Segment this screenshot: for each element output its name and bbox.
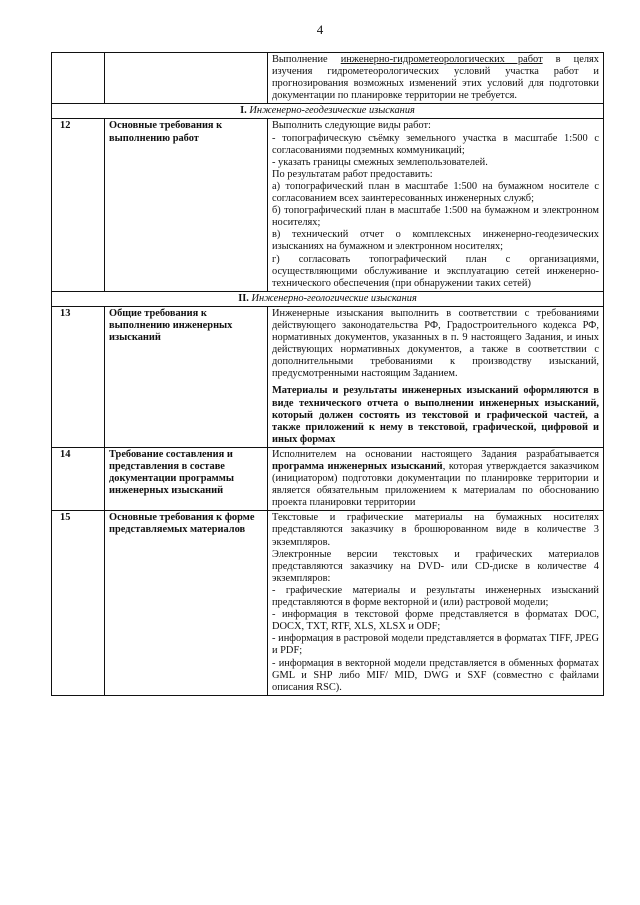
row-label: Основные требования к выполнению работ xyxy=(105,119,268,291)
table-row xyxy=(52,447,604,510)
section-header xyxy=(52,104,604,119)
row-number: 14 xyxy=(52,447,105,510)
row-number: 12 xyxy=(52,119,105,291)
row-content: Текстовые и графические материалы на бумажных носителях представляются заказчику в брошюрованном виде в количестве 3 экземпляров. Электронные версии текстовых и графических материалов представляются заказчику на DVD- или CD-диске в количестве 4 экземпляров: - графические материалы и результаты инженерных изысканий представляются в форме векторной и (или) растровой модели; - информация в текстовой форме представляется в форматах DOC, DOCX, TXT, RTF, XLS, XLSX и ODF; - информация в растровой модели представляется в форматах TIFF, JPEG и PDF; - информация в векторной модели представляется в обменных форматах GML и SHP либо MIF/ MID, DWG и SXF (совместно с файлами описания RSC). xyxy=(268,511,604,695)
row-number: 15 xyxy=(52,511,105,695)
page-number: 4 xyxy=(316,22,324,37)
section-title: Инженерно-геодезические изыскания xyxy=(249,105,415,117)
section-roman: I. xyxy=(240,105,247,117)
table-row xyxy=(52,511,604,695)
requirements-table xyxy=(51,52,604,696)
section-roman: II. xyxy=(238,292,249,304)
row-content: Исполнителем на основании настоящего Задания разрабатывается программа инженерных изысканий, которая утверждается заказчиком (инициатором) подготовки документации по планировке территории и является обязательным приложением к материалам по обоснованию проекта планировки территории xyxy=(268,447,604,510)
section-header xyxy=(52,291,604,306)
table-row xyxy=(52,306,604,447)
table-row xyxy=(52,53,604,104)
section-title: Инженерно-геологические изыскания xyxy=(251,292,417,304)
row-label: Требование составления и представления в составе документации программы инженерных изысканий xyxy=(105,447,268,510)
underlined-term: инженерно-гидрометеорологических работ xyxy=(340,54,543,65)
row-content: Выполнить следующие виды работ: - топографическую съёмку земельного участка в масштабе 1:500 с согласованиями подземных коммуникаций; - указать границы смежных землепользователей. По результатам работ предоставить: а) топографический план в масштабе 1:500 на бумажном носителе с согласованием всех заинтересованных инженерных служб; б) топографический план в масштабе 1:500 на бумажном и электронном носителях; в) технический отчет о комплексных инженерно-геодезических изысканиях на бумажном и электронном носителях; г) согласовать топографический план с организациями, осуществляющими обслуживание и эксплуатацию сетей инженерно-технического обеспечения (при обнаружении таких сетей) xyxy=(268,119,604,291)
row-number: 13 xyxy=(52,306,105,447)
row-label: Основные требования к форме представляемых материалов xyxy=(105,511,268,695)
hydromet-note: Выполнение инженерно-гидрометеорологических работ в целях изучения гидрометеорологических условий участка работ и прогнозирования возможных изменений этих условий для подготовки документации по планировке территории не требуется. xyxy=(268,53,604,104)
table-row xyxy=(52,119,604,291)
row-content: Инженерные изыскания выполнить в соответствии с требованиями действующего законодательства РФ, Градостроительного кодекса РФ, нормативных документов, указанных в п. 9 настоящего Задания, и иных действующих нормативных документов, а также в соответствии с дополнительными требованиями к производству изысканий, предусмотренными настоящим Заданием. Материалы и результаты инженерных изысканий оформляются в виде технического отчета о выполнении инженерных изысканий, который должен состоять из текстовой и графической частей, а также приложений к нему в текстовой, графической, цифровой и иных формах xyxy=(268,306,604,447)
row-label: Общие требования к выполнению инженерных изысканий xyxy=(105,306,268,447)
